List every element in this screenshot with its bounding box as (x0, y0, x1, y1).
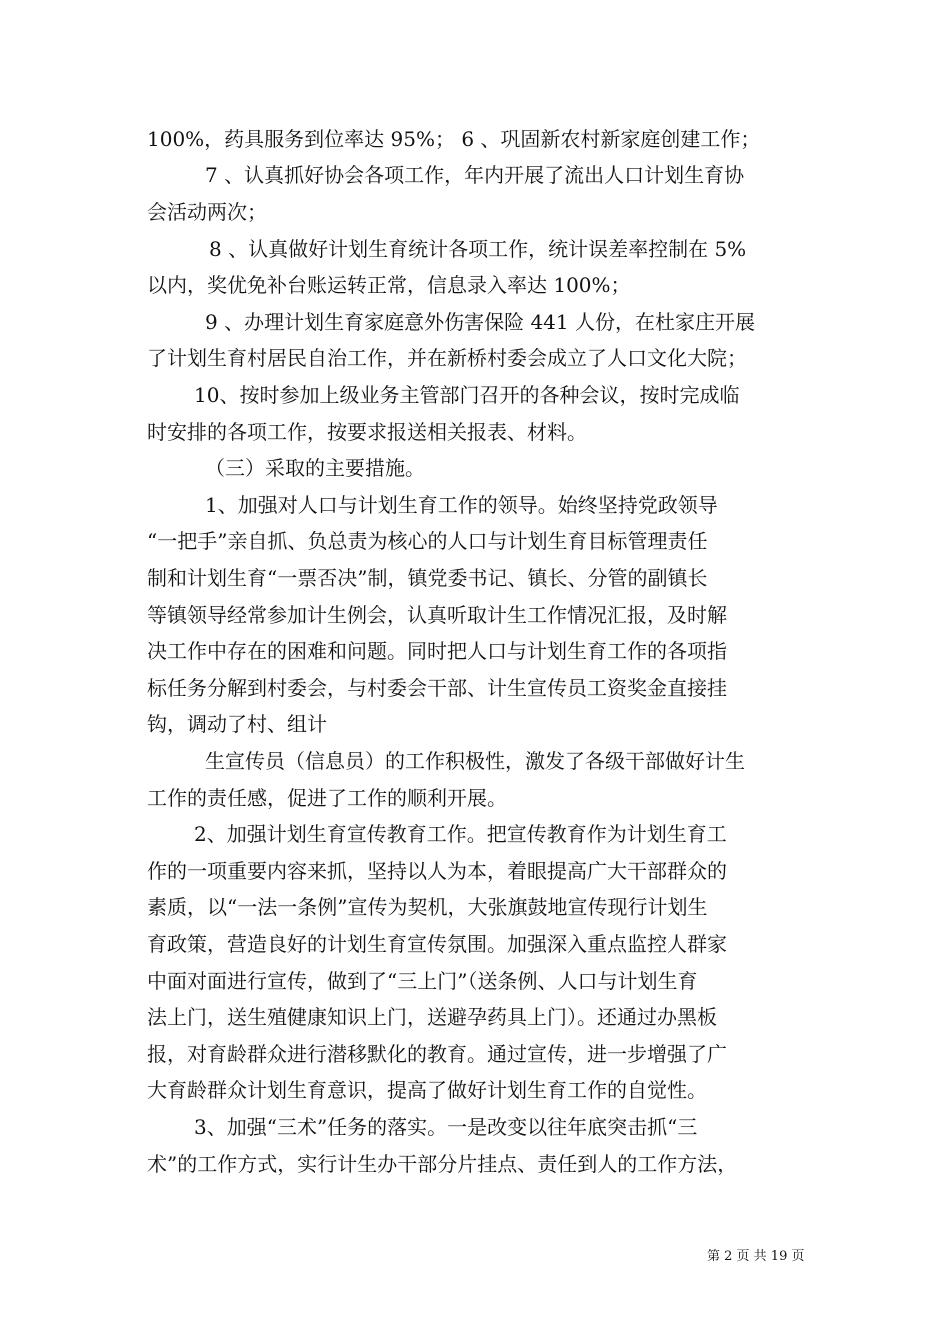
paragraph-line: 标任务分解到村委会，与村委会干部、计生宣传员工资奖金直接挂 (147, 676, 727, 700)
paragraph-line: 等镇领导经常参加计生例会，认真听取计生工作情况汇报，及时解 (147, 603, 727, 627)
paragraph-line: 制和计划生育“一票否决”制，镇党委书记、镇长、分管的副镇长 (147, 566, 708, 590)
paragraph-line: 作的一项重要内容来抓，坚持以人为本，着眼提高广大干部群众的 (147, 859, 727, 883)
paragraph-line: 报，对育龄群众进行潜移默化的教育。通过宣传，进一步增强了广 (147, 1042, 727, 1066)
paragraph-line: 法上门，送生殖健康知识上门，送避孕药具上门）。还通过办黑板 (147, 1005, 717, 1029)
paragraph-line: 大育龄群众计划生育意识，提高了做好计划生育工作的自觉性。 (147, 1078, 707, 1102)
paragraph-line: 3、加强“三术”任务的落实。一是改变以往年底突击抓“三 (194, 1115, 698, 1139)
paragraph-line: 时安排的各项工作，按要求报送相关报表、材料。 (147, 420, 587, 444)
paragraph-line: 工作的责任感，促进了工作的顺利开展。 (147, 786, 507, 810)
paragraph-line: 育政策，营造良好的计划生育宣传氛围。加强深入重点监控人群家 (147, 932, 727, 956)
paragraph-line: 生宣传员（信息员）的工作积极性，激发了各级干部做好计生 (205, 749, 745, 773)
paragraph-line: 了计划生育村居民自治工作，并在新桥村委会成立了人口文化大院； (147, 346, 747, 370)
paragraph-line: 2、加强计划生育宣传教育工作。把宣传教育作为计划生育工 (194, 822, 727, 846)
paragraph-line: “一把手”亲自抓、负总责为核心的人口与计划生育目标管理责任 (147, 529, 708, 553)
paragraph-line: 钩，调动了村、组计 (147, 712, 327, 736)
paragraph-line: 会活动两次； (147, 200, 267, 224)
paragraph-line: 8 、认真做好计划生育统计各项工作，统计误差率控制在 5% (209, 237, 747, 261)
paragraph-line: 100%，药具服务到位率达 95%； 6 、巩固新农村新家庭创建工作； (147, 127, 761, 151)
paragraph-line: 中面对面进行宣传，做到了“三上门”（送条例、人口与计划生育 (147, 969, 698, 993)
paragraph-line: 素质，以“一法一条例”宣传为契机，大张旗鼓地宣传现行计划生 (147, 895, 708, 919)
paragraph-line: 1、加强对人口与计划生育工作的领导。始终坚持党政领导 (205, 493, 718, 517)
section-heading: （三）采取的主要措施。 (205, 456, 425, 480)
page-number-footer: 第 2 页 共 19 页 (707, 1249, 805, 1264)
paragraph-line: 7 、认真抓好协会各项工作，年内开展了流出人口计划生育协 (205, 163, 745, 187)
paragraph-line: 术”的工作方式，实行计生办干部分片挂点、责任到人的工作方法， (147, 1152, 738, 1176)
paragraph-line: 以内，奖优免补台账运转正常，信息录入率达 100%； (147, 273, 631, 297)
paragraph-line: 10、按时参加上级业务主管部门召开的各种会议，按时完成临 (194, 383, 740, 407)
paragraph-line: 决工作中存在的困难和问题。同时把人口与计划生育工作的各项指 (147, 639, 727, 663)
paragraph-line: 9 、办理计划生育家庭意外伤害保险 441 人份，在杜家庄开展 (205, 310, 755, 334)
